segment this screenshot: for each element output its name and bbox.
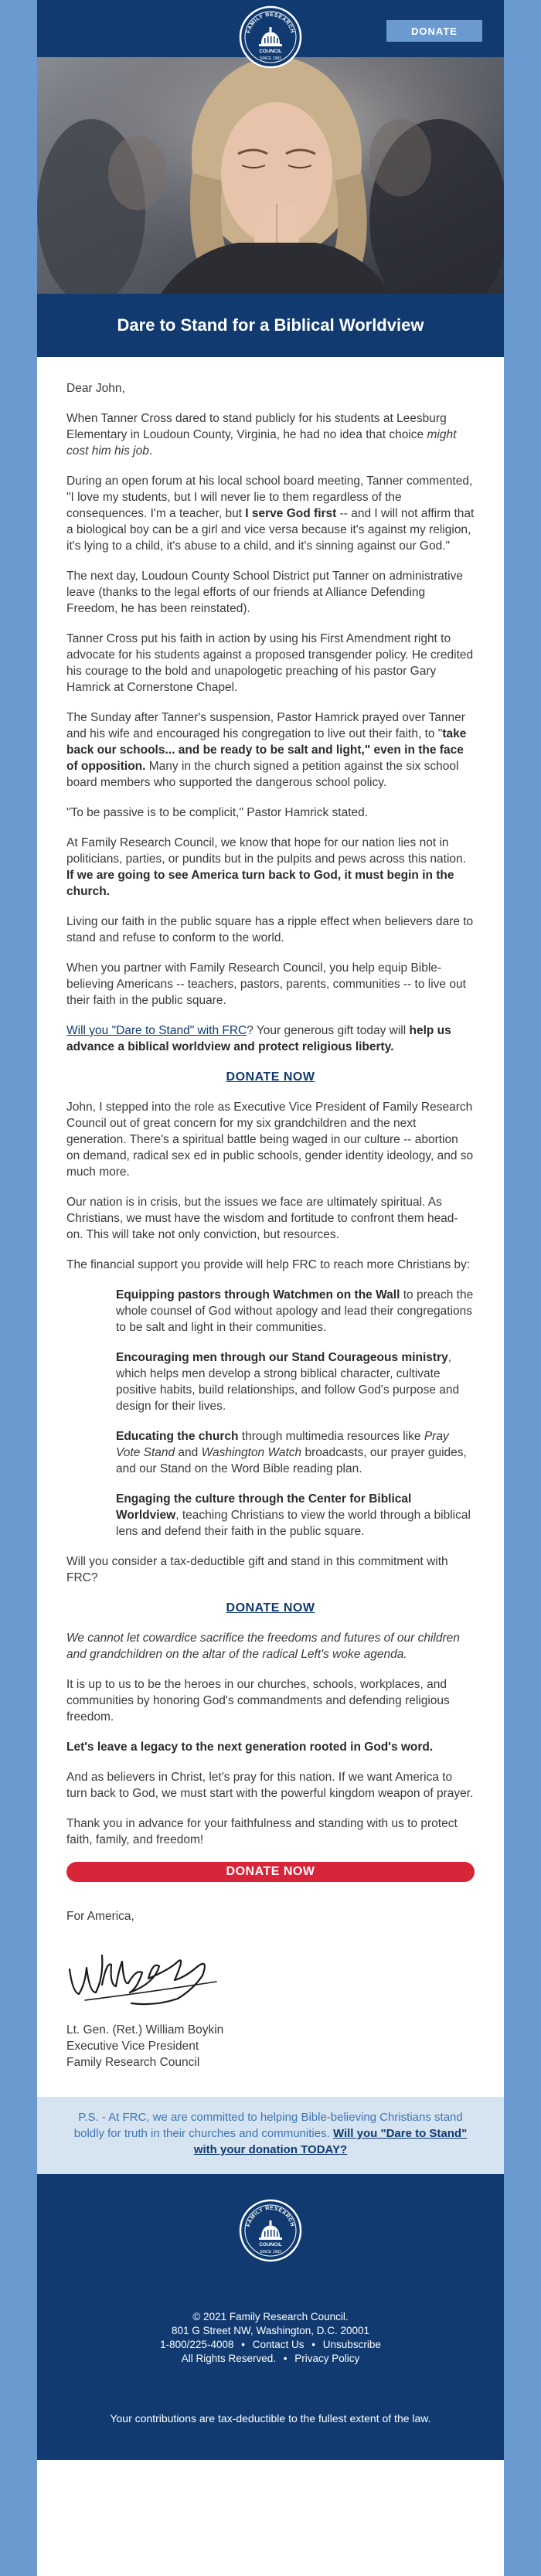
paragraph: When Tanner Cross dared to stand publicly for his students at Leesburg Elementary in Loudoun County, Virginia, he had no idea that choice might cost him his job. (66, 412, 457, 458)
paragraph: "To be passive is to be complicit," Pastor Hamrick stated. (66, 806, 369, 819)
svg-text:SINCE 1983: SINCE 1983 (260, 56, 281, 61)
paragraph: It is up to us to be the heroes in our churches, schools, workplaces, and communities by honoring God's commandments and defending religious freedom. (66, 1678, 450, 1724)
privacy-policy-link[interactable]: Privacy Policy (294, 2353, 360, 2364)
email-container (37, 0, 504, 2576)
paragraph: The next day, Loudoun County School District put Tanner on administrative leave (thanks to the legal efforts of our friends at Alliance Defending Freedom, he has been reinstated). (66, 570, 463, 615)
greeting: Dear John, (66, 382, 125, 395)
frc-logo-footer[interactable] (239, 2199, 302, 2262)
list-item: Engaging the culture through the Center for Biblical Worldview, teaching Christians to view the world through a biblical lens and defend their faith in the public square. (116, 1492, 471, 1538)
frc-logo-seal[interactable] (239, 5, 302, 69)
paragraph: John, I stepped into the role as Executive Vice President of Family Research Council out of great concern for my six grandchildren and the next generation. There's a spiritual battle being waged in our culture -- abortion on demand, radical sex ed in public schools, gender identity ideology, and so much more. (66, 1101, 474, 1179)
praying-woman-illustration (37, 57, 504, 294)
address: 801 G Street NW, Washington, D.C. 20001 (171, 2325, 370, 2336)
paragraph: Thank you in advance for your faithfulness and standing with us to protect faith, family, and freedom! (66, 1817, 458, 1846)
signoff-block (66, 2022, 475, 2071)
donate-now-link-1[interactable]: DONATE NOW (226, 1070, 315, 1084)
paragraph: The financial support you provide will help FRC to reach more Christians by: (66, 1258, 471, 1271)
rights-text: All Rights Reserved. (181, 2353, 276, 2364)
signer-org: Family Research Council (66, 2056, 200, 2069)
donate-now-link-wrap (66, 1600, 475, 1616)
paragraph: Living our faith in the public square has a ripple effect when believers dare to stand and refuse to conform to the world. (66, 915, 474, 944)
closing: For America, (66, 1910, 134, 1923)
hero-image (37, 57, 504, 294)
ps-donate-link[interactable]: Will you "Dare to Stand" with your donation TODAY? (193, 2127, 468, 2156)
copyright: © 2021 Family Research Council. (192, 2311, 349, 2322)
paragraph: And as believers in Christ, let's pray for this nation. If we want America to turn back to God, we must start with the powerful kingdom weapon of prayer. (66, 1771, 474, 1800)
footer-links-row (37, 2352, 504, 2366)
donate-button-top[interactable]: DONATE (386, 20, 482, 42)
list-item: Educating the church through multimedia resources like Pray Vote Stand and Washington Watch broadcasts, our prayer guides, and our Stand on the Word Bible reading plan. (116, 1430, 467, 1475)
donate-now-button[interactable]: DONATE NOW (66, 1862, 475, 1882)
paragraph: Tanner Cross put his faith in action by using his First Amendment right to advocate for his students against a proposed transgender policy. He credited his courage to the bold and unapologetic preaching of his pastor Gary Hamrick at Cornerstone Chapel. (66, 632, 474, 694)
ministry-list (66, 1287, 475, 1540)
signer-title: Executive Vice President (66, 2040, 199, 2053)
phone-number: 1-800/225-4008 (160, 2339, 234, 2350)
paragraph: Will you "Dare to Stand" with FRC? Your generous gift today will help us advance a biblical worldview and protect religious liberty. (66, 1024, 451, 1053)
paragraph: Our nation is in crisis, but the issues we face are ultimately spiritual. As Christians, we must have the wisdom and fortitude to confront them head-on. This will take not only conviction, but resources. (66, 1196, 458, 1241)
postscript-box: P.S. - At FRC, we are committed to helping Bible-believing Christians stand boldly for truth in their churches and communities. Will you "Dare to Stand" with your donation TODAY? (37, 2097, 504, 2174)
svg-text:FAMILY RESEARCH: FAMILY RESEARCH (246, 12, 295, 34)
footer-links-row (37, 2338, 504, 2352)
bullet-separator: • (241, 2339, 245, 2350)
bullet-separator: • (311, 2339, 316, 2350)
dare-to-stand-link[interactable]: Will you "Dare to Stand" with FRC (66, 1024, 247, 1037)
letter-body (37, 357, 504, 2071)
footer-info (37, 2310, 504, 2366)
list-item: Encouraging men through our Stand Courageous ministry, which helps men develop a strong biblical character, cultivate positive habits, build relationships, and follow God's purpose and design for their lives. (116, 1351, 460, 1413)
paragraph: The Sunday after Tanner's suspension, Pastor Hamrick prayed over Tanner and his wife and encouraged his congregation to live out their faith, to "take back our schools... and be ready to be salt and light," even in the face of opposition. Many in the church signed a petition against the six school board members who supported the dangerous school policy. (66, 711, 467, 789)
paragraph: Let's leave a legacy to the next generation rooted in God's word. (66, 1741, 434, 1754)
donate-now-link-wrap (66, 1069, 475, 1085)
svg-text:FAMILY RESEARCH: FAMILY RESEARCH (246, 2205, 295, 2227)
paragraph: Will you consider a tax-deductible gift and stand in this commitment with FRC? (66, 1555, 448, 1584)
unsubscribe-link[interactable]: Unsubscribe (322, 2339, 381, 2350)
donate-now-link-2[interactable]: DONATE NOW (226, 1601, 315, 1615)
handwritten-signature-icon (62, 1938, 232, 2009)
bullet-separator: • (283, 2353, 288, 2364)
signature (62, 1938, 475, 2014)
svg-text:SINCE 1983: SINCE 1983 (260, 2250, 281, 2254)
signer-name: Lt. Gen. (Ret.) William Boykin (66, 2023, 224, 2037)
paragraph: At Family Research Council, we know that hope for our nation lies not in politicians, parties, or pundits but in the pulpits and pews across this nation. If we are going to see America turn back to God, it must begin in the church. (66, 836, 466, 898)
paragraph: During an open forum at his local school board meeting, Tanner commented, "I love my students, but I will never lie to them regardless of the consequences. I'm a teacher, but I serve God first -- and I will not affirm that a biological boy can be a girl and vice versa because it's against my religion, it's lying to a child, it's abuse to a child, and it's sinning against our God." (66, 475, 475, 553)
paragraph: When you partner with Family Research Council, you help equip Bible-believing Americans -- teachers, pastors, parents, communities -- to live out their faith in the public square. (66, 961, 466, 1007)
svg-text:COUNCIL: COUNCIL (259, 2242, 282, 2248)
list-item: Equipping pastors through Watchmen on the Wall to preach the whole counsel of God without apology and lead their congregations to be salt and light in their communities. (116, 1288, 474, 1334)
paragraph: We cannot let cowardice sacrifice the freedoms and futures of our children and grandchildren on the altar of the radical Left's woke agenda. (66, 1632, 460, 1661)
tax-deductible-note: Your contributions are tax-deductible to the fullest extent of the law. (110, 2412, 431, 2425)
svg-text:COUNCIL: COUNCIL (259, 49, 282, 54)
contact-us-link[interactable]: Contact Us (252, 2339, 305, 2350)
footer (37, 2174, 504, 2460)
page-title: Dare to Stand for a Biblical Worldview (37, 294, 504, 357)
capitol-dome-icon (239, 2199, 302, 2262)
capitol-dome-icon (239, 5, 302, 69)
